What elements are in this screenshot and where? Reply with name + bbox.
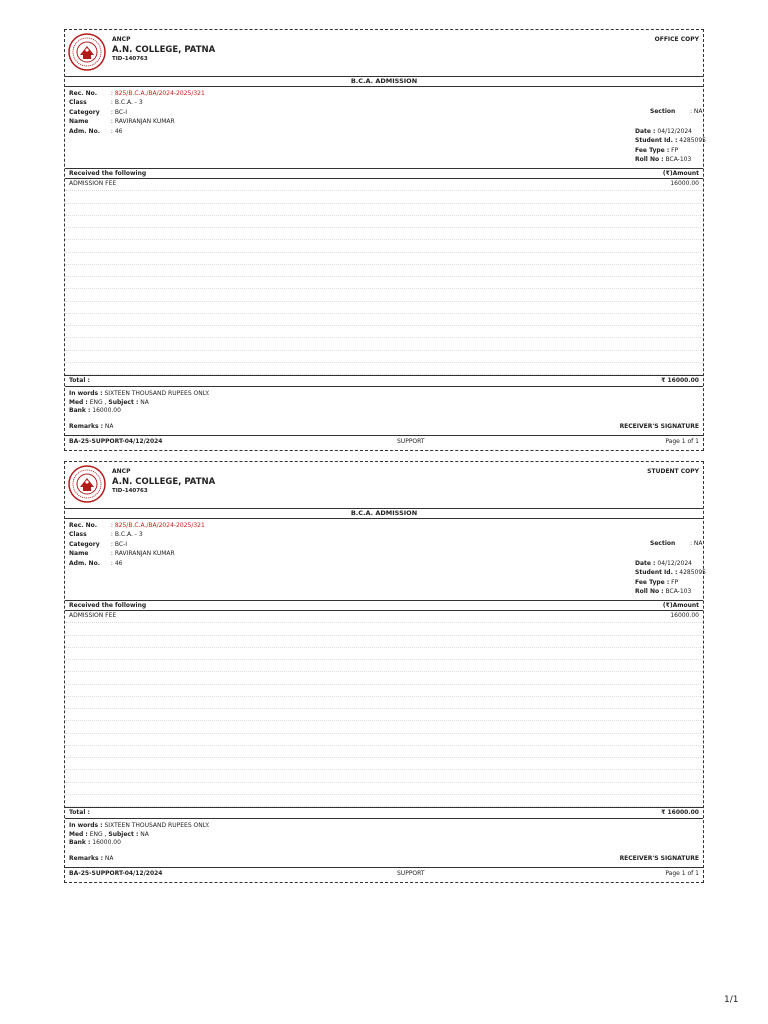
- copy-label: STUDENT COPY: [647, 468, 699, 475]
- receipt-footer: [65, 435, 703, 447]
- roll-no-value: BCA-103: [665, 588, 692, 596]
- remarks: [69, 855, 114, 863]
- remarks: [69, 423, 114, 431]
- college-seal-icon: [68, 33, 106, 71]
- table-row: [65, 253, 703, 265]
- category-label: Category: [69, 108, 100, 116]
- receipt-info-right: [635, 559, 707, 597]
- student-id-value: 4285095: [679, 137, 707, 145]
- office-copy-receipt: [64, 29, 707, 451]
- college-short-name: ANCP: [112, 36, 131, 43]
- table-row: [65, 204, 703, 216]
- total-value: ₹ 16000.00: [661, 377, 699, 384]
- date-value: 04/12/2024: [657, 128, 692, 135]
- adm-no-value: : 46: [110, 127, 123, 135]
- page-indicator: 1/1: [724, 995, 739, 1005]
- receiver-signature: RECEIVER'S SIGNATURE: [619, 855, 699, 862]
- table-row: [65, 191, 703, 203]
- item-amount: 16000.00: [670, 612, 699, 619]
- med-label: Med :: [69, 398, 88, 406]
- name-value: : RAVIRANJAN KUMAR: [110, 118, 175, 126]
- footer-reference: BA-25-SUPPORT-04/12/2024: [69, 438, 163, 445]
- name-label: Name: [69, 550, 89, 558]
- table-row: [65, 746, 703, 758]
- table-row: [65, 623, 703, 635]
- receipt-info-right: [635, 127, 707, 165]
- adm-no-label: Adm. No.: [69, 127, 100, 135]
- items-table: [65, 611, 703, 807]
- footer-reference: BA-25-SUPPORT-04/12/2024: [69, 870, 163, 877]
- received-label: Received the following: [69, 170, 147, 177]
- items-table: [65, 179, 703, 375]
- footer-page: Page 1 of 1: [665, 438, 699, 445]
- rec-no-label: Rec. No.: [69, 522, 98, 529]
- table-row: [65, 228, 703, 240]
- category-label: Category: [69, 540, 100, 548]
- item-amount: 16000.00: [670, 180, 699, 187]
- table-row: [65, 302, 703, 314]
- table-row: [65, 265, 703, 277]
- remarks-label: Remarks :: [69, 855, 103, 862]
- student-id-value: 4285095: [679, 569, 707, 577]
- receipt-footer: [65, 867, 703, 879]
- adm-no-value: : 46: [110, 559, 123, 567]
- date-label: Date :: [635, 128, 656, 135]
- total-label: Total :: [69, 377, 90, 384]
- roll-no-label: Roll No :: [635, 156, 664, 164]
- bank-value: 16000.00: [92, 407, 121, 414]
- table-row: [65, 338, 703, 350]
- table-row: [65, 216, 703, 228]
- date-label: Date :: [635, 560, 656, 567]
- table-row: [65, 721, 703, 733]
- amount-label: (₹)Amount: [662, 170, 699, 177]
- total-row: [65, 375, 703, 387]
- table-row: [65, 685, 703, 697]
- table-row: [65, 277, 703, 289]
- payment-details: [69, 390, 210, 416]
- fee-type-value: FP: [671, 578, 679, 586]
- payment-details: [69, 822, 210, 848]
- footer-page: Page 1 of 1: [665, 870, 699, 877]
- items-table-header: [65, 168, 703, 179]
- fee-type-value: FP: [671, 146, 679, 154]
- table-row: [65, 363, 703, 375]
- subject-label: Subject :: [108, 830, 139, 838]
- receiver-signature: RECEIVER'S SIGNATURE: [619, 423, 699, 430]
- amount-label: (₹)Amount: [662, 602, 699, 609]
- table-row: [65, 351, 703, 363]
- receipt-title: B.C.A. ADMISSION: [65, 76, 703, 87]
- total-label: Total :: [69, 809, 90, 816]
- footer-center: SUPPORT: [397, 438, 425, 445]
- in-words-label: In words :: [69, 822, 103, 829]
- in-words-label: In words :: [69, 390, 103, 397]
- receipt-info-left: [69, 89, 689, 136]
- in-words-value: SIXTEEN THOUSAND RUPEES ONLY.: [104, 822, 210, 829]
- class-value: : B.C.A. - 3: [110, 531, 143, 539]
- table-row: [65, 648, 703, 660]
- med-value: ENG ,: [89, 398, 107, 406]
- bank-label: Bank :: [69, 407, 91, 414]
- rec-no-value: : 825/B.C.A./BA/2024-2025/321: [110, 522, 205, 529]
- date-value: 04/12/2024: [657, 560, 692, 567]
- table-row: [65, 758, 703, 770]
- tid: TID-140763: [112, 56, 148, 62]
- remarks-value: NA: [104, 423, 114, 430]
- fee-type-label: Fee Type :: [635, 146, 670, 154]
- name-label: Name: [69, 118, 89, 126]
- subject-label: Subject :: [108, 398, 139, 406]
- student-copy-receipt: [64, 461, 707, 883]
- table-row: [65, 697, 703, 709]
- section-label: Section: [650, 540, 676, 547]
- section-label: Section: [650, 108, 676, 115]
- table-row: [65, 289, 703, 301]
- table-row: [65, 709, 703, 721]
- class-label: Class: [69, 531, 87, 539]
- table-row: [65, 795, 703, 807]
- name-value: : RAVIRANJAN KUMAR: [110, 550, 175, 558]
- table-row: [65, 660, 703, 672]
- items-table-header: [65, 600, 703, 611]
- received-label: Received the following: [69, 602, 147, 609]
- table-row: [65, 611, 703, 623]
- bank-label: Bank :: [69, 839, 91, 846]
- subject-value: NA: [140, 398, 149, 406]
- rec-no-value: : 825/B.C.A./BA/2024-2025/321: [110, 90, 205, 97]
- remarks-label: Remarks :: [69, 423, 103, 430]
- table-row: [65, 672, 703, 684]
- category-value: : BC-I: [110, 108, 127, 116]
- remarks-value: NA: [104, 855, 114, 862]
- table-row: [65, 314, 703, 326]
- roll-no-label: Roll No :: [635, 588, 664, 596]
- table-row: [65, 734, 703, 746]
- section-value: : NA: [690, 108, 703, 115]
- college-name: A.N. COLLEGE, PATNA: [112, 477, 216, 487]
- class-label: Class: [69, 99, 87, 107]
- bank-value: 16000.00: [92, 839, 121, 846]
- receipt-title: B.C.A. ADMISSION: [65, 508, 703, 519]
- table-row: [65, 240, 703, 252]
- college-name: A.N. COLLEGE, PATNA: [112, 45, 216, 55]
- student-id-label: Student Id. :: [635, 137, 678, 145]
- table-row: [65, 770, 703, 782]
- copy-label: OFFICE COPY: [654, 36, 699, 43]
- footer-center: SUPPORT: [397, 870, 425, 877]
- class-value: : B.C.A. - 3: [110, 99, 143, 107]
- receipt-header: [65, 30, 703, 74]
- receipt-info-left: [69, 521, 689, 568]
- item-description: ADMISSION FEE: [69, 612, 117, 619]
- table-row: [65, 783, 703, 795]
- section-value: : NA: [690, 540, 703, 547]
- college-short-name: ANCP: [112, 468, 131, 475]
- tid: TID-140763: [112, 488, 148, 494]
- college-seal-icon: [68, 465, 106, 503]
- adm-no-label: Adm. No.: [69, 559, 100, 567]
- fee-type-label: Fee Type :: [635, 578, 670, 586]
- category-value: : BC-I: [110, 540, 127, 548]
- total-row: [65, 807, 703, 819]
- table-row: [65, 179, 703, 191]
- med-label: Med :: [69, 830, 88, 838]
- section-field: [650, 108, 703, 115]
- item-description: ADMISSION FEE: [69, 180, 117, 187]
- table-row: [65, 326, 703, 338]
- med-value: ENG ,: [89, 830, 107, 838]
- section-field: [650, 540, 703, 547]
- receipt-header: [65, 462, 703, 506]
- student-id-label: Student Id. :: [635, 569, 678, 577]
- total-value: ₹ 16000.00: [661, 809, 699, 816]
- subject-value: NA: [140, 830, 149, 838]
- roll-no-value: BCA-103: [665, 156, 692, 164]
- rec-no-label: Rec. No.: [69, 90, 98, 97]
- table-row: [65, 636, 703, 648]
- in-words-value: SIXTEEN THOUSAND RUPEES ONLY.: [104, 390, 210, 397]
